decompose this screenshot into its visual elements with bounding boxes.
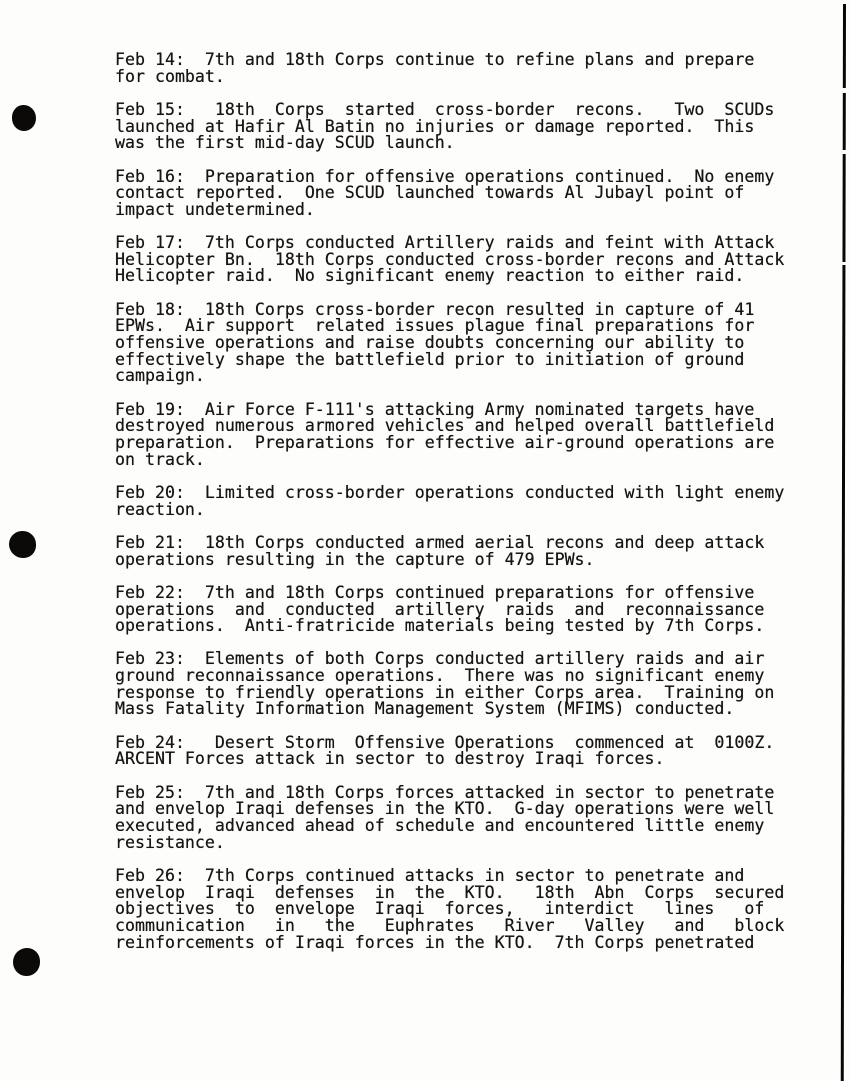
log-entry-line: was the first mid-day SCUD launch.: [115, 133, 455, 153]
log-entry-line: Helicopter Bn. 18th Corps conducted cross-border recons and Attack: [115, 249, 785, 269]
document-body: [115, 52, 815, 968]
log-entry-line: impact undetermined.: [115, 199, 315, 219]
log-entry-line: Feb 26: 7th Corps continued attacks in sector to penetrate and: [115, 865, 745, 885]
log-entry: [115, 99, 815, 153]
log-entry-line: Feb 21: 18th Corps conducted armed aerial recons and deep attack: [115, 532, 765, 552]
log-entry-line: Feb 24: Desert Storm Offensive Operations commenced at 0100Z.: [115, 732, 775, 752]
log-entry: [115, 732, 815, 769]
log-entry-line: Feb 20: Limited cross-border operations conducted with light enemy: [115, 482, 785, 502]
log-entry-line: resistance.: [115, 832, 225, 852]
log-entry: [115, 651, 815, 718]
log-entry-line: Feb 18: 18th Corps cross-border recon resulted in capture of 41: [115, 299, 755, 319]
log-entry: [115, 782, 815, 852]
log-entry-line: ground reconnaissance operations. There was no significant enemy: [115, 666, 765, 686]
hole-punch-mark-top: [12, 105, 36, 131]
log-entry-line: response to friendly operations in either Corps area. Training on: [115, 682, 775, 702]
log-entry-line: effectively shape the battlefield prior to initiation of ground: [115, 349, 745, 369]
log-entry-line: reaction.: [115, 499, 205, 519]
log-entry-line: Feb 15: 18th Corps started cross-border recons. Two SCUDs: [115, 99, 775, 119]
scan-edge-gap: [841, 262, 847, 265]
log-entry-line: Feb 23: Elements of both Corps conducted artillery raids and air: [115, 649, 765, 669]
log-entry-line: preparation. Preparations for effective air-ground operations are: [115, 433, 775, 453]
log-entry-line: operations resulting in the capture of 479 EPWs.: [115, 549, 595, 569]
log-entry-line: offensive operations and raise doubts concerning our ability to: [115, 333, 745, 353]
log-entry: [115, 582, 815, 636]
log-entry-line: launched at Hafir Al Batin no injuries or damage reported. This: [115, 116, 755, 136]
log-entry-line: executed, advanced ahead of schedule and encountered little enemy: [115, 816, 765, 836]
log-entry: [115, 52, 815, 85]
log-entry-line: Feb 25: 7th and 18th Corps forces attacked in sector to penetrate: [115, 782, 775, 802]
log-entry-line: Helicopter raid. No significant enemy reaction to either raid.: [115, 266, 745, 286]
log-entry-line: campaign.: [115, 366, 205, 386]
log-entry-line: operations. Anti-fratricide materials being tested by 7th Corps.: [115, 616, 765, 636]
log-entry-line: EPWs. Air support related issues plague final preparations for: [115, 316, 755, 336]
log-entry: [115, 235, 815, 285]
log-entry-line: Feb 22: 7th and 18th Corps continued preparations for offensive: [115, 582, 755, 602]
log-entry-line: for combat.: [115, 66, 225, 86]
log-entry-line: Feb 16: Preparation for offensive operations continued. No enemy: [115, 166, 775, 186]
scan-edge-line: [841, 4, 846, 1081]
log-entry: [115, 166, 815, 219]
log-entry: [115, 482, 815, 519]
log-entry-line: Feb 19: Air Force F-111's attacking Army nominated targets have: [115, 399, 755, 419]
log-entry-line: contact reported. One SCUD launched towards Al Jubayl point of: [115, 183, 745, 203]
log-entry: [115, 865, 815, 952]
log-entry-line: communication in the Euphrates River Valley and block: [115, 915, 785, 935]
log-entry-line: reinforcements of Iraqi forces in the KTO. 7th Corps penetrated: [115, 932, 755, 952]
scan-edge-gap: [841, 150, 847, 154]
hole-punch-mark-middle: [9, 531, 36, 558]
log-entry-line: Feb 17: 7th Corps conducted Artillery raids and feint with Attack: [115, 233, 775, 253]
log-entry-line: and envelop Iraqi defenses in the KTO. G-day operations were well: [115, 799, 775, 819]
log-entry: [115, 399, 815, 469]
log-entry-line: destroyed numerous armored vehicles and helped overall battlefield: [115, 416, 775, 436]
log-entry-line: objectives to envelope Iraqi forces, interdict lines of: [115, 899, 765, 919]
log-entry-line: ARCENT Forces attack in sector to destroy Iraqi forces.: [115, 749, 665, 769]
log-entry-line: Mass Fatality Information Management System (MFIMS) conducted.: [115, 699, 735, 719]
log-entry-line: operations and conducted artillery raids and reconnaissance: [115, 599, 765, 619]
log-entry: [115, 532, 815, 569]
log-entry: [115, 299, 815, 386]
log-entry-line: Feb 14: 7th and 18th Corps continue to refine plans and prepare: [115, 50, 755, 69]
log-entry-line: envelop Iraqi defenses in the KTO. 18th Abn Corps secured: [115, 882, 785, 902]
scan-edge-gap: [841, 88, 847, 93]
hole-punch-mark-bottom: [13, 948, 40, 976]
log-entry-line: on track.: [115, 449, 205, 469]
